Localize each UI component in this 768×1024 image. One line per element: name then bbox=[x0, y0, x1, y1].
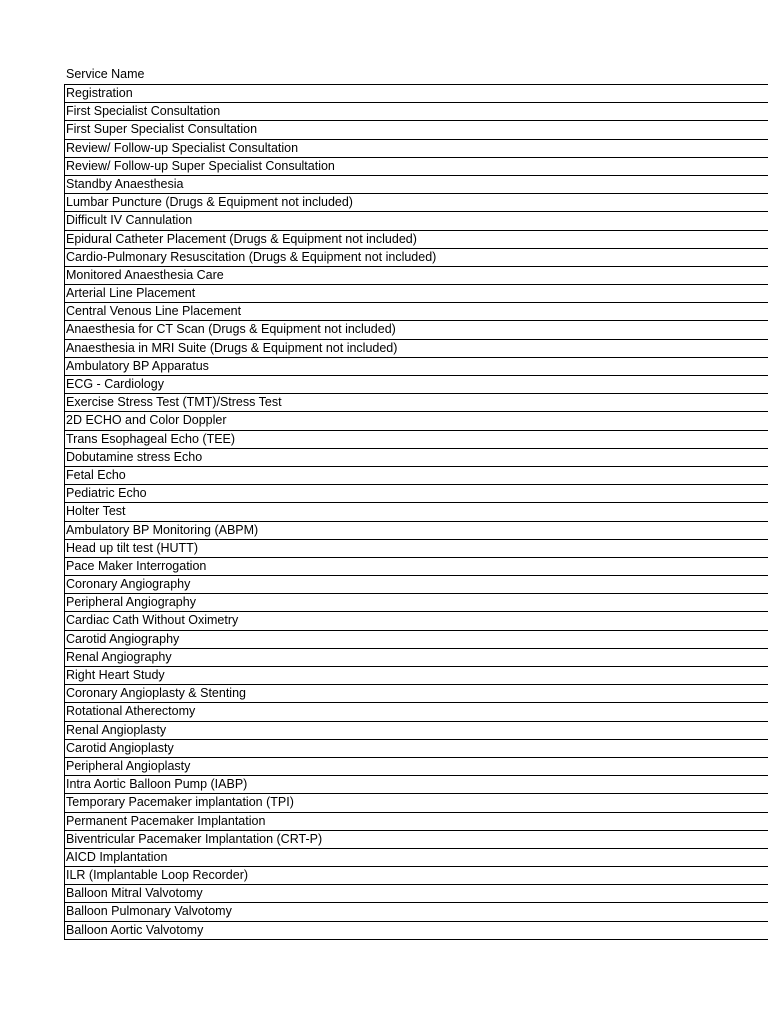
table-row: Review/ Follow-up Specialist Consultation bbox=[65, 140, 768, 158]
table-row: Carotid Angiography bbox=[65, 631, 768, 649]
table-row: Temporary Pacemaker implantation (TPI) bbox=[65, 794, 768, 812]
table-row: Epidural Catheter Placement (Drugs & Equipment not included) bbox=[65, 231, 768, 249]
table-row: Pediatric Echo bbox=[65, 485, 768, 503]
table-row: Trans Esophageal Echo (TEE) bbox=[65, 431, 768, 449]
column-header-service-name: Service Name bbox=[64, 65, 768, 85]
table-row: Renal Angioplasty bbox=[65, 722, 768, 740]
table-row: Balloon Aortic Valvotomy bbox=[65, 922, 768, 940]
table-row: Ambulatory BP Monitoring (ABPM) bbox=[65, 522, 768, 540]
table-row: Cardiac Cath Without Oximetry bbox=[65, 612, 768, 630]
service-table bbox=[64, 65, 768, 940]
table-row: Right Heart Study bbox=[65, 667, 768, 685]
table-row: Central Venous Line Placement bbox=[65, 303, 768, 321]
table-row: Review/ Follow-up Super Specialist Consultation bbox=[65, 158, 768, 176]
table-row: Intra Aortic Balloon Pump (IABP) bbox=[65, 776, 768, 794]
table-row: Exercise Stress Test (TMT)/Stress Test bbox=[65, 394, 768, 412]
table-row: Balloon Mitral Valvotomy bbox=[65, 885, 768, 903]
table-row: Cardio-Pulmonary Resuscitation (Drugs & Equipment not included) bbox=[65, 249, 768, 267]
table-row: Permanent Pacemaker Implantation bbox=[65, 813, 768, 831]
table-row: 2D ECHO and Color Doppler bbox=[65, 412, 768, 430]
table-row: ILR (Implantable Loop Recorder) bbox=[65, 867, 768, 885]
table-row: Peripheral Angioplasty bbox=[65, 758, 768, 776]
table-row: Renal Angiography bbox=[65, 649, 768, 667]
table-row: Registration bbox=[65, 85, 768, 103]
table-row: Anaesthesia for CT Scan (Drugs & Equipment not included) bbox=[65, 321, 768, 339]
table-body bbox=[64, 85, 768, 940]
table-row: Coronary Angioplasty & Stenting bbox=[65, 685, 768, 703]
table-row: AICD Implantation bbox=[65, 849, 768, 867]
table-row: Fetal Echo bbox=[65, 467, 768, 485]
table-row: Difficult IV Cannulation bbox=[65, 212, 768, 230]
table-row: Dobutamine stress Echo bbox=[65, 449, 768, 467]
table-row: Arterial Line Placement bbox=[65, 285, 768, 303]
table-row: Lumbar Puncture (Drugs & Equipment not included) bbox=[65, 194, 768, 212]
table-row: Balloon Pulmonary Valvotomy bbox=[65, 903, 768, 921]
table-row: Anaesthesia in MRI Suite (Drugs & Equipment not included) bbox=[65, 340, 768, 358]
table-row: Coronary Angiography bbox=[65, 576, 768, 594]
table-row: ECG - Cardiology bbox=[65, 376, 768, 394]
table-row: Standby Anaesthesia bbox=[65, 176, 768, 194]
table-row: Monitored Anaesthesia Care bbox=[65, 267, 768, 285]
table-row: Ambulatory BP Apparatus bbox=[65, 358, 768, 376]
table-row: First Super Specialist Consultation bbox=[65, 121, 768, 139]
table-row: Rotational Atherectomy bbox=[65, 703, 768, 721]
table-row: Carotid Angioplasty bbox=[65, 740, 768, 758]
table-row: Pace Maker Interrogation bbox=[65, 558, 768, 576]
table-row: First Specialist Consultation bbox=[65, 103, 768, 121]
table-row: Peripheral Angiography bbox=[65, 594, 768, 612]
table-row: Head up tilt test (HUTT) bbox=[65, 540, 768, 558]
table-row: Holter Test bbox=[65, 503, 768, 521]
table-row: Biventricular Pacemaker Implantation (CRT-P) bbox=[65, 831, 768, 849]
